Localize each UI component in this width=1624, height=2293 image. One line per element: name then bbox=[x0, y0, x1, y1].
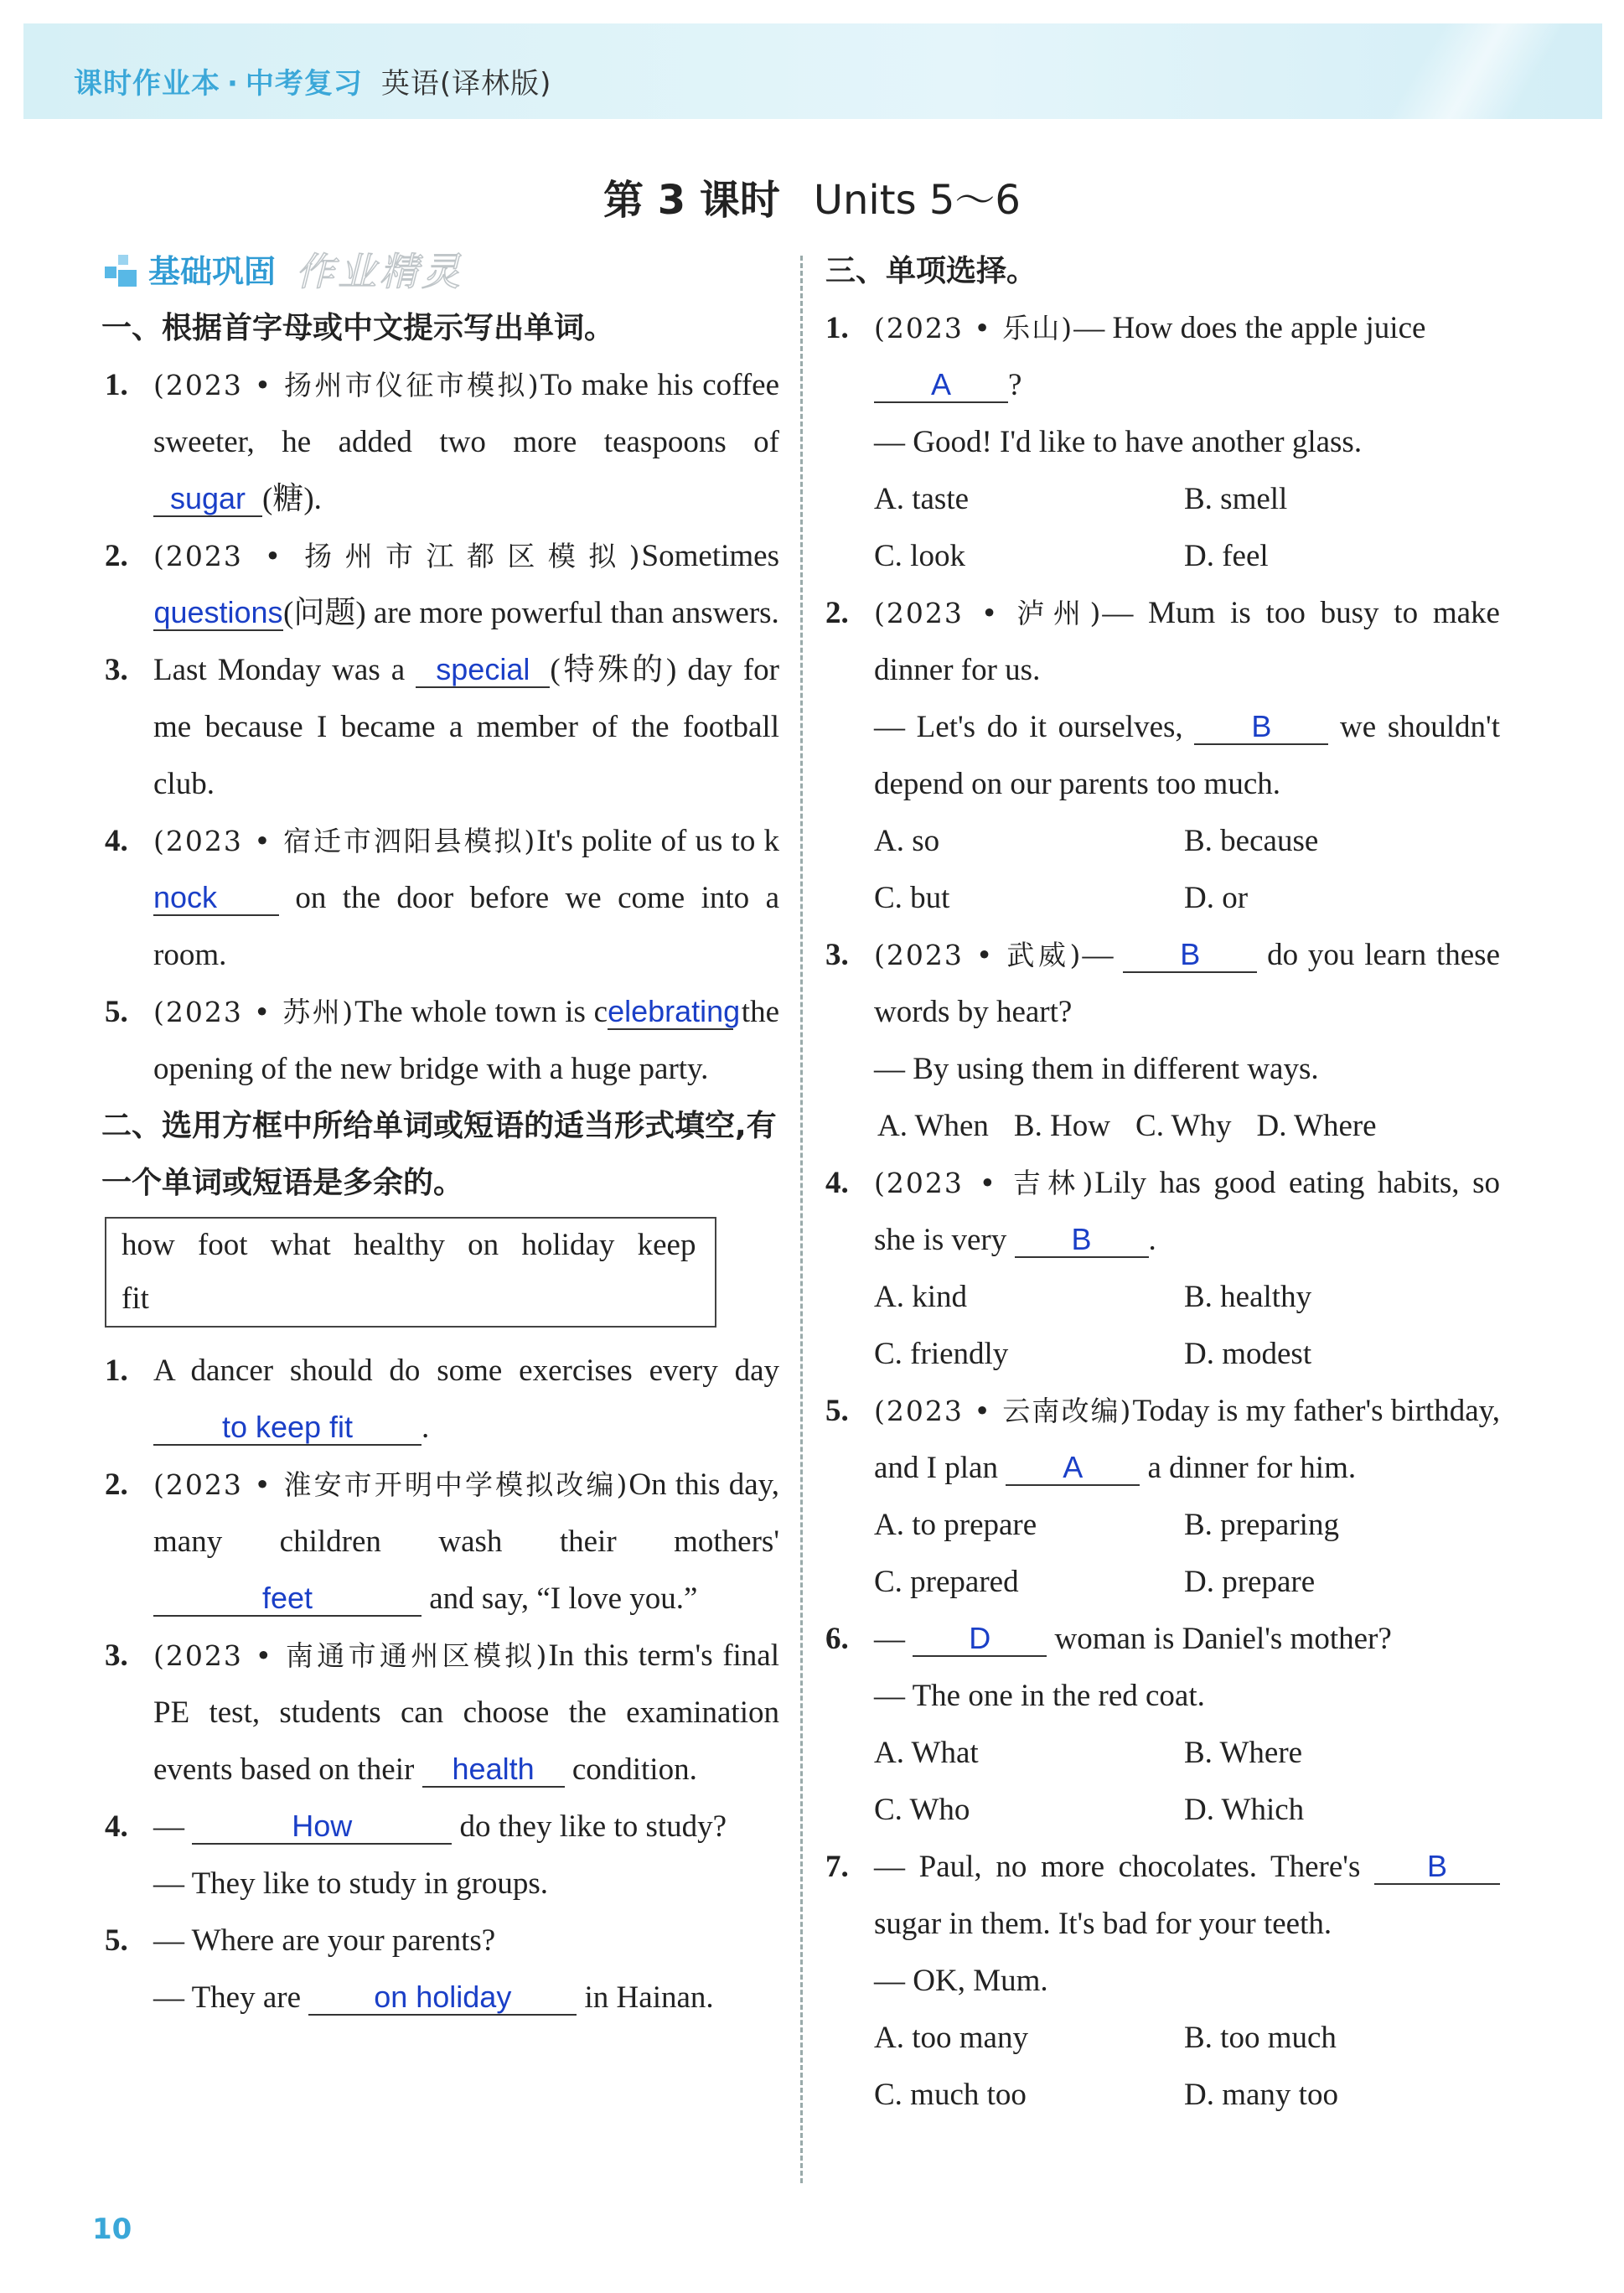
part2-question-4: 4. — How do they like to study? — They like to study in groups. bbox=[105, 1809, 727, 1901]
part3-question-7: 7. — Paul, no more chocolates. There's B sugar in them. It's bad for your teeth. — OK, Mum. bbox=[825, 1839, 1500, 2010]
answer-blank: health bbox=[422, 1752, 565, 1788]
part1-heading: 一、根据首字母或中文提示写出单词。 bbox=[101, 311, 615, 345]
column-divider bbox=[800, 256, 803, 2183]
part3-question-6: 6. — D woman is Daniel's mother? — The one in the red coat. bbox=[825, 1621, 1392, 1713]
part1-question-3: 3. Last Monday was a special (特殊的) day for me because I became a member of the football club. bbox=[105, 652, 779, 801]
series-name: 课时作业本 bbox=[74, 67, 220, 101]
word-box: how foot what healthy on holiday keep fit bbox=[105, 1217, 716, 1328]
page-number: 10 bbox=[92, 2213, 132, 2246]
part3-options-7: A. too many B. too much C. much too D. many too bbox=[874, 2021, 1338, 2112]
basic-section-label: 基础巩固 bbox=[148, 253, 277, 290]
right-column bbox=[825, 243, 1500, 2124]
part1-question-5: 5. (2023 • 苏州)The whole town is celebrating the opening of the new bridge with a huge party. bbox=[105, 994, 779, 1086]
part3-options-2: A. so B. because C. but D. or bbox=[874, 824, 1319, 915]
answer-blank: A bbox=[1006, 1451, 1140, 1486]
answer-blank: D bbox=[913, 1622, 1047, 1657]
answer-blank: questions bbox=[153, 595, 283, 629]
part3-options-6: A. What B. Where C. Who D. Which bbox=[874, 1736, 1305, 1827]
lesson-title bbox=[0, 168, 1624, 225]
part3-question-1: 1. (2023 • 乐山)— How does the apple juice A ? — Good! I'd like to have another glass. bbox=[825, 311, 1426, 459]
answer-blank: B bbox=[1123, 938, 1257, 973]
answer-blank: How bbox=[192, 1809, 452, 1845]
part2-question-1: 1. A dancer should do some exercises every day to keep fit . bbox=[105, 1354, 779, 1445]
part3-question-2: 2. (2023 • 泸州)— Mum is too busy to make dinner for us. — Let's do it ourselves, B we shouldn't depend on our parents too much. bbox=[825, 596, 1500, 801]
answer-blank: elebrating bbox=[608, 994, 741, 1028]
answer-blank: special bbox=[416, 653, 550, 688]
answer-blank: to keep fit bbox=[153, 1410, 422, 1446]
answer-blank: on holiday bbox=[308, 1980, 577, 2016]
header-dot: · bbox=[227, 67, 239, 101]
part2-question-3: 3. (2023 • 南通市通州区模拟)In this term's final PE test, students can choose the examination events based on their health condition. bbox=[105, 1638, 779, 1787]
subject-label: 英语(译林版) bbox=[380, 67, 552, 101]
part3-options-3: A. When B. How C. Why D. Where bbox=[877, 1109, 1377, 1143]
part2-question-2: 2. (2023 • 淮安市开明中学模拟改编)On this day, many children wash their mothers' feet and say, “I love you.” bbox=[105, 1467, 779, 1616]
part3-question-5: 5. (2023 • 云南改编)Today is my father's birthday, and I plan A a dinner for him. bbox=[825, 1394, 1500, 1485]
lesson-units: Units 5～6 bbox=[813, 177, 1021, 224]
part1-question-2: 2. (2023 • 扬州市江都区模拟)Sometimes questions(问题) are more powerful than answers. bbox=[105, 539, 779, 630]
part3-heading: 三、单项选择。 bbox=[825, 254, 1037, 288]
answer-blank: feet bbox=[153, 1581, 422, 1617]
basic-section-heading bbox=[105, 243, 779, 300]
answer-blank: B bbox=[1374, 1850, 1500, 1885]
part3-question-3: 3. (2023 • 武威)— B do you learn these words by heart? — By using them in different ways. bbox=[825, 937, 1500, 1086]
part3-options-4: A. kind B. healthy C. friendly D. modest bbox=[874, 1280, 1312, 1371]
left-column bbox=[101, 243, 779, 2026]
header-decoration bbox=[1351, 23, 1602, 119]
watermark-text: 作业精灵 bbox=[296, 249, 464, 294]
answer-blank: A bbox=[874, 368, 1008, 403]
header-title bbox=[74, 60, 551, 101]
part1-question-1: 1. (2023 • 扬州市仪征市模拟)To make his coffee sweeter, he added two more teaspoons of sugar (糖). bbox=[105, 368, 779, 516]
answer-blank: B bbox=[1015, 1223, 1149, 1258]
part3-question-4: 4. (2023 • 吉林)Lily has good eating habits, so she is very B . bbox=[825, 1166, 1500, 1257]
answer-blank: B bbox=[1194, 710, 1328, 745]
review-label: 中考复习 bbox=[245, 67, 363, 101]
part2-heading: 二、选用方框中所给单词或短语的适当形式填空,有一个单词或短语是多余的。 bbox=[101, 1109, 777, 1200]
part3-options-1: A. taste B. smell C. look D. feel bbox=[874, 482, 1288, 573]
part1-question-4: 4. (2023 • 宿迁市泗阳县模拟)It's polite of us to knock on the door before we come into a room. bbox=[105, 824, 779, 972]
header-band bbox=[23, 23, 1602, 119]
section-squares-icon bbox=[105, 255, 142, 288]
part2-question-5: 5. — Where are your parents? — They are on holiday in Hainan. bbox=[105, 1923, 714, 2015]
part3-options-5: A. to prepare B. preparing C. prepared D. prepare bbox=[874, 1508, 1339, 1599]
lesson-number: 第 3 课时 bbox=[603, 177, 780, 224]
answer-blank: sugar bbox=[153, 482, 262, 517]
answer-blank: nock bbox=[153, 881, 279, 916]
